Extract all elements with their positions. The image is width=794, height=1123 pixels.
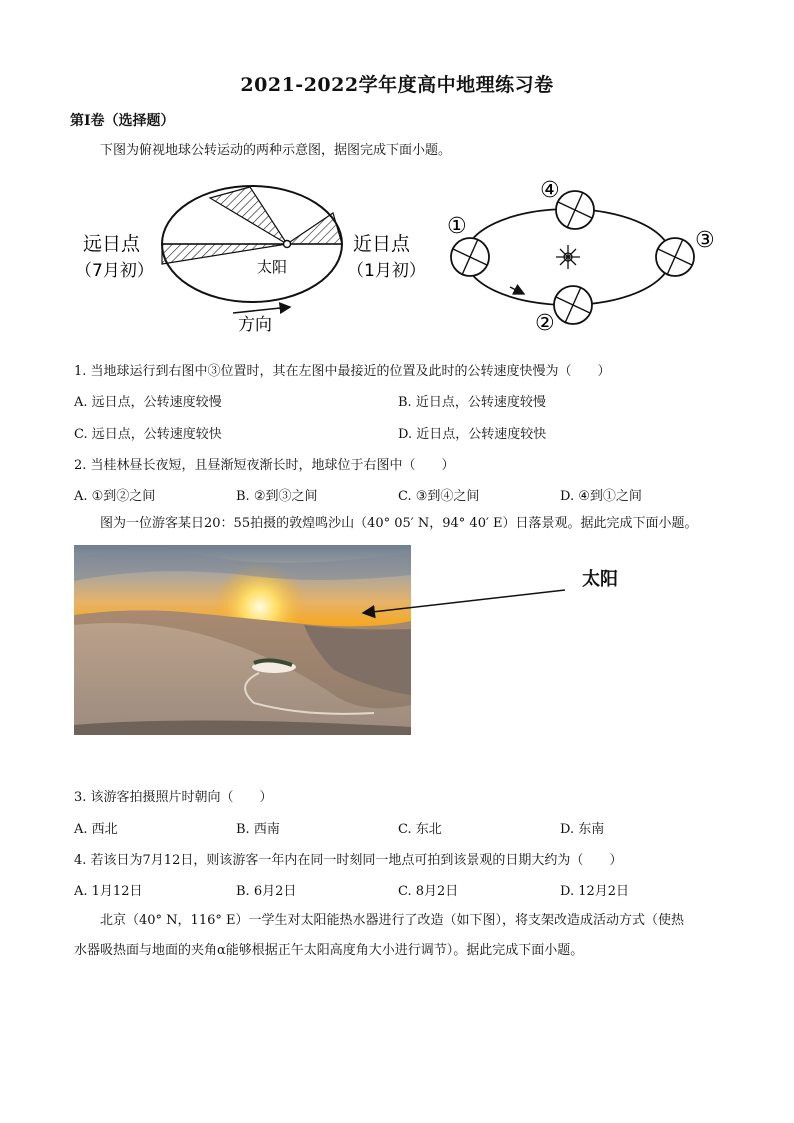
question-3-stem: 3. 该游客拍摄照片时朝向（ ） (74, 790, 273, 805)
question-2-stem: 2. 当桂林昼长夜短，且昼渐短夜渐长时，地球位于右图中（ ） (74, 458, 455, 473)
earth-position-1 (451, 238, 489, 276)
sun-point (284, 241, 291, 248)
direction-label: 方向 (238, 315, 272, 335)
question-3-option-d[interactable]: D. 东南 (560, 822, 605, 837)
earth-position-2 (554, 286, 592, 324)
question-1-option-a[interactable]: A. 远日点，公转速度较慢 (74, 395, 222, 410)
section-heading: 第I卷（选择题） (70, 113, 175, 129)
hatched-sector-near (287, 213, 342, 244)
position-label-4: ④ (540, 178, 560, 203)
intro-paragraph-3-line-2: 水器吸热面与地面的夹角α能够根据正午太阳高度角大小进行调节）。据此完成下面小题。 (74, 943, 584, 958)
question-3-option-c[interactable]: C. 东北 (398, 822, 442, 837)
intro-paragraph-1: 下图为俯视地球公转运动的两种示意图，据图完成下面小题。 (100, 143, 452, 158)
page-title: 2021-2022学年度高中地理练习卷 (240, 74, 554, 96)
question-3-option-b[interactable]: B. 西南 (236, 822, 280, 837)
orbit-direction-arrow (510, 287, 520, 292)
intro-paragraph-2: 图为一位游客某日20：55拍摄的敦煌鸣沙山（40° 05′ N，94° 40′ E）日落景观。据此完成下面小题。 (100, 516, 698, 531)
photo-sun-label: 太阳 (582, 569, 618, 590)
question-2-option-c[interactable]: C. ③到④之间 (398, 489, 480, 504)
position-label-3: ③ (695, 228, 715, 253)
question-1-option-c[interactable]: C. 远日点，公转速度较快 (74, 427, 222, 442)
far-point-label: 远日点 (83, 233, 141, 255)
hatched-sector-top (210, 187, 287, 244)
sunset-photo-drawing (74, 545, 411, 735)
question-4-option-c[interactable]: C. 8月2日 (398, 884, 459, 899)
sun-pointer-arrow (355, 585, 575, 620)
question-2-option-b[interactable]: B. ②到③之间 (236, 489, 318, 504)
position-label-1: ① (447, 214, 467, 239)
question-1-option-d[interactable]: D. 近日点，公转速度较快 (398, 427, 547, 442)
orbit-diagram-left (75, 180, 435, 335)
question-4-stem: 4. 若该日为7月12日，则该游客一年内在同一时刻同一地点可拍到该景观的日期大约为（ ） (74, 853, 623, 868)
sun-label: 太阳 (257, 258, 288, 276)
intro-paragraph-3-line-1: 北京（40° N，116° E）一学生对太阳能热水器进行了改造（如下图），将支架改造成活动方式（使热 (100, 913, 684, 928)
question-1-stem: 1. 当地球运行到右图中③位置时，其在左图中最接近的位置及此时的公转速度快慢为（ ） (74, 364, 611, 379)
question-2-option-d[interactable]: D. ④到①之间 (560, 489, 642, 504)
sunset-photo (74, 545, 411, 735)
earth-position-3 (656, 238, 694, 276)
question-4-option-b[interactable]: B. 6月2日 (236, 884, 297, 899)
direction-arrow (233, 307, 290, 313)
sun-icon (556, 245, 580, 269)
near-point-date: （1月初） (347, 261, 426, 281)
question-1-option-b[interactable]: B. 近日点，公转速度较慢 (398, 395, 546, 410)
earth-position-4 (556, 191, 594, 229)
question-3-option-a[interactable]: A. 西北 (74, 822, 118, 837)
far-point-date: （7月初） (75, 261, 154, 281)
position-label-2: ② (535, 311, 555, 335)
question-2-option-a[interactable]: A. ①到②之间 (74, 489, 156, 504)
question-4-option-d[interactable]: D. 12月2日 (560, 884, 630, 899)
question-4-option-a[interactable]: A. 1月12日 (74, 884, 143, 899)
near-point-label: 近日点 (353, 233, 411, 255)
orbit-diagram-right (440, 175, 730, 335)
